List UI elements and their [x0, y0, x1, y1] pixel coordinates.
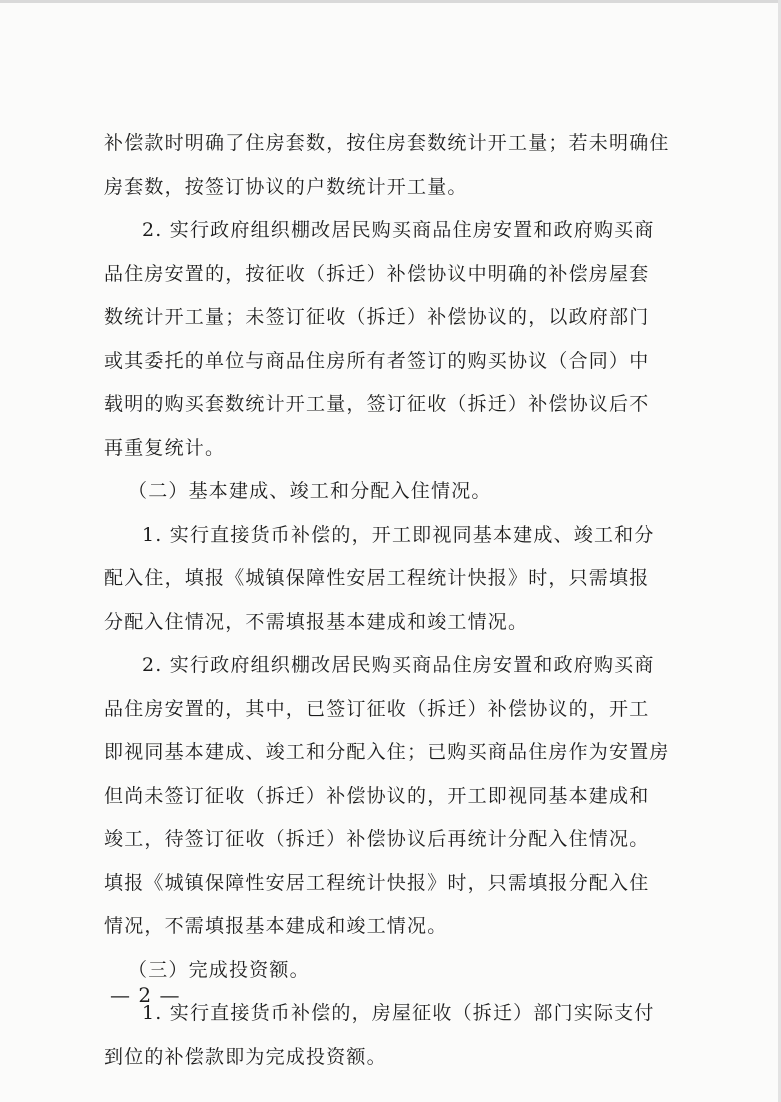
- text-line: 到位的补偿款即为完成投资额。: [104, 1045, 387, 1068]
- text-line: 品住房安置的，其中，已签订征收（拆迁）补偿协议的，开工: [104, 697, 650, 720]
- text-line: 竣工，待签订征收（拆迁）补偿协议后再统计分配入住情况。: [104, 828, 650, 850]
- text-line: 填报《城镇保障性安居工程统计快报》时，只需填报分配入住: [104, 871, 650, 894]
- text-line: 情况，不需填报基本建成和竣工情况。: [104, 915, 448, 937]
- text-line: 1. 实行直接货币补偿的，房屋征收（拆迁）部门实际支付: [142, 1002, 655, 1024]
- section-heading: （二）基本建成、竣工和分配入住情况。: [128, 480, 492, 502]
- text-line: 2. 实行政府组织棚改居民购买商品住房安置和政府购买商: [142, 219, 655, 241]
- text-line: 数统计开工量；未签订征收（拆迁）补偿协议的，以政府部门: [104, 306, 650, 328]
- text-line: 补偿款时明确了住房套数，按住房套数统计开工量；若未明确住: [104, 132, 670, 154]
- page-top-edge: [0, 0, 781, 3]
- text-line: 载明的购买套数统计开工量，签订征收（拆迁）补偿协议后不: [104, 393, 650, 415]
- body-text: [104, 122, 682, 1079]
- text-line: 1. 实行直接货币补偿的，开工即视同基本建成、竣工和分: [142, 523, 655, 546]
- text-line: 但尚未签订征收（拆迁）补偿协议的，开工即视同基本建成和: [104, 784, 650, 807]
- page-number: — 2 —: [110, 983, 181, 1007]
- text-line: 即视同基本建成、竣工和分配入住；已购买商品住房作为安置房: [104, 741, 670, 763]
- text-line: 分配入住情况，不需填报基本建成和竣工情况。: [104, 610, 529, 633]
- text-line: 再重复统计。: [104, 436, 226, 459]
- text-line: 品住房安置的，按征收（拆迁）补偿协议中明确的补偿房屋套: [104, 262, 650, 285]
- section-heading: （三）完成投资额。: [128, 958, 310, 981]
- text-line: 配入住，填报《城镇保障性安居工程统计快报》时，只需填报: [104, 567, 650, 589]
- text-line: 或其委托的单位与商品住房所有者签订的购买协议（合同）中: [104, 349, 650, 372]
- text-line: 房套数，按签订协议的户数统计开工量。: [104, 175, 468, 198]
- text-line: 2. 实行政府组织棚改居民购买商品住房安置和政府购买商: [142, 654, 655, 676]
